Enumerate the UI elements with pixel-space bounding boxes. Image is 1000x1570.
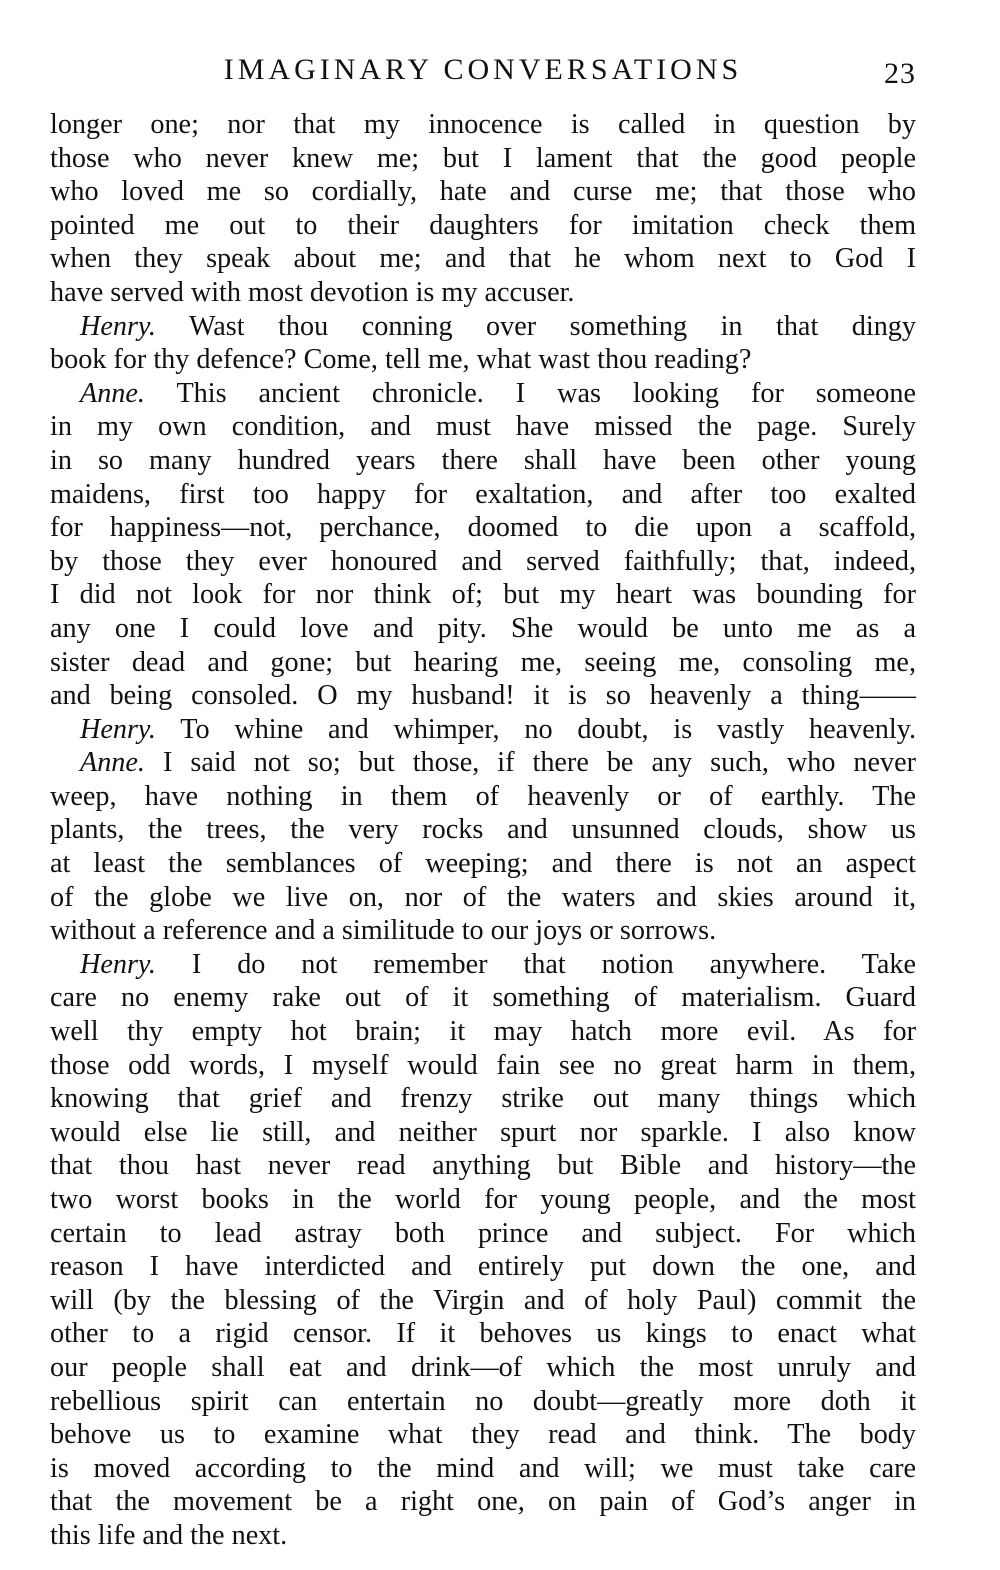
text-line — [50, 142, 916, 176]
text-line — [50, 478, 916, 512]
text-line — [50, 410, 916, 444]
line-text: and being consoled. O my husband! it is so heavenly a thing—— — [50, 680, 916, 712]
line-text: by those they ever honoured and served faithfully; that, indeed, — [50, 545, 916, 577]
text-line — [50, 444, 916, 478]
text-line — [50, 175, 916, 209]
line-text: book for thy defence? Come, tell me, what wast thou reading? — [50, 344, 752, 376]
text-line — [50, 847, 916, 881]
line-text: at least the semblances of weeping; and there is not an aspect — [50, 848, 916, 880]
text-line — [50, 981, 916, 1015]
line-text: when they speak about me; and that he whom next to God I — [50, 243, 916, 275]
line-text: other to a rigid censor. If it behoves us kings to enact what — [50, 1318, 916, 1350]
speaker-name: Henry. — [80, 948, 156, 980]
line-text: I said not so; but those, if there be any such, who never — [162, 747, 917, 779]
line-text: those who never knew me; but I lament that the good people — [50, 142, 916, 174]
line-text: that thou hast never read anything but Bible and history—the — [50, 1150, 916, 1182]
line-text: reason I have interdicted and entirely put down the one, and — [50, 1251, 916, 1283]
text-line — [50, 343, 916, 377]
text-line — [50, 881, 916, 915]
text-line — [50, 511, 916, 545]
line-text: certain to lead astray both prince and subject. For which — [50, 1217, 916, 1249]
line-text: for happiness—not, perchance, doomed to die upon a scaffold, — [50, 512, 916, 544]
line-text: Wast thou conning over something in that dingy — [188, 310, 916, 342]
line-text: this life and the next. — [50, 1519, 288, 1551]
text-line — [50, 242, 916, 276]
text-line — [50, 1284, 916, 1318]
text-line — [50, 914, 916, 948]
speech-line — [50, 310, 916, 344]
line-text: without a reference and a similitude to our joys or sorrows. — [50, 915, 717, 947]
speaker-name: Anne. — [80, 747, 145, 779]
text-line — [50, 1485, 916, 1519]
line-text: our people shall eat and drink—of which the most unruly and — [50, 1351, 916, 1383]
text-line — [50, 1217, 916, 1251]
page-number: 23 — [884, 57, 916, 90]
text-line — [50, 578, 916, 612]
text-line — [50, 1082, 916, 1116]
text-line — [50, 1149, 916, 1183]
line-text: any one I could love and pity. She would be unto me as a — [50, 612, 916, 644]
text-line — [50, 1183, 916, 1217]
line-text: sister dead and gone; but hearing me, seeing me, consoling me, — [50, 646, 916, 678]
text-line — [50, 108, 916, 142]
line-text: in so many hundred years there shall have been other young — [50, 444, 916, 476]
text-line — [50, 276, 916, 310]
text-line — [50, 813, 916, 847]
text-line — [50, 1452, 916, 1486]
text-line — [50, 1385, 916, 1419]
speech-line — [50, 948, 916, 982]
text-line — [50, 1250, 916, 1284]
line-text: I did not look for nor think of; but my heart was bounding for — [50, 579, 916, 611]
text-line — [50, 209, 916, 243]
line-text: To whine and whimper, no doubt, is vastly heavenly. — [180, 713, 916, 745]
line-text: of the globe we live on, nor of the waters and skies around it, — [50, 881, 916, 913]
line-text: plants, the trees, the very rocks and unsunned clouds, show us — [50, 814, 916, 846]
line-text: is moved according to the mind and will; we must take care — [50, 1452, 916, 1484]
line-text: pointed me out to their daughters for imitation check them — [50, 209, 916, 241]
text-line — [50, 1116, 916, 1150]
text-line — [50, 1049, 916, 1083]
text-line — [50, 545, 916, 579]
speech-line — [50, 713, 916, 747]
line-text: maidens, first too happy for exaltation, and after too exalted — [50, 478, 916, 510]
text-line — [50, 1418, 916, 1452]
text-line — [50, 1519, 916, 1553]
line-text: in my own condition, and must have missed the page. Surely — [50, 411, 916, 443]
speaker-name: Henry. — [80, 713, 156, 745]
text-line — [50, 679, 916, 713]
line-text: behove us to examine what they read and think. The body — [50, 1419, 916, 1451]
line-text: two worst books in the world for young people, and the most — [50, 1184, 916, 1215]
text-line — [50, 646, 916, 680]
running-head — [50, 50, 916, 90]
running-title: IMAGINARY CONVERSATIONS — [223, 53, 743, 86]
text-line — [50, 1351, 916, 1385]
line-text: that the movement be a right one, on pain of God’s anger in — [50, 1486, 916, 1518]
speaker-name: Anne. — [80, 377, 145, 409]
text-line — [50, 1015, 916, 1049]
line-text: have served with most devotion is my accuser. — [50, 276, 575, 308]
line-text: weep, have nothing in them of heavenly or of earthly. The — [50, 780, 916, 812]
speech-line — [50, 377, 916, 411]
text-line — [50, 1317, 916, 1351]
text-line — [50, 780, 916, 814]
line-text: care no enemy rake out of it something of materialism. Guard — [50, 982, 916, 1014]
speech-line — [50, 746, 916, 780]
line-text: I do not remember that notion anywhere. Take — [191, 948, 917, 980]
body-text — [50, 108, 916, 1553]
line-text: who loved me so cordially, hate and curse me; that those who — [50, 176, 916, 208]
line-text: knowing that grief and frenzy strike out many things which — [50, 1083, 916, 1115]
line-text: those odd words, I myself would fain see no great harm in them, — [50, 1049, 916, 1081]
line-text: well thy empty hot brain; it may hatch more evil. As for — [50, 1016, 916, 1048]
line-text: would else lie still, and neither spurt nor sparkle. I also know — [50, 1116, 916, 1148]
line-text: longer one; nor that my innocence is called in question by — [50, 109, 916, 140]
speaker-name: Henry. — [80, 310, 156, 342]
line-text: This ancient chronicle. I was looking for someone — [176, 377, 917, 409]
line-text: rebellious spirit can entertain no doubt—greatly more doth it — [50, 1385, 916, 1417]
text-line — [50, 612, 916, 646]
line-text: will (by the blessing of the Virgin and of holy Paul) commit the — [50, 1284, 916, 1316]
